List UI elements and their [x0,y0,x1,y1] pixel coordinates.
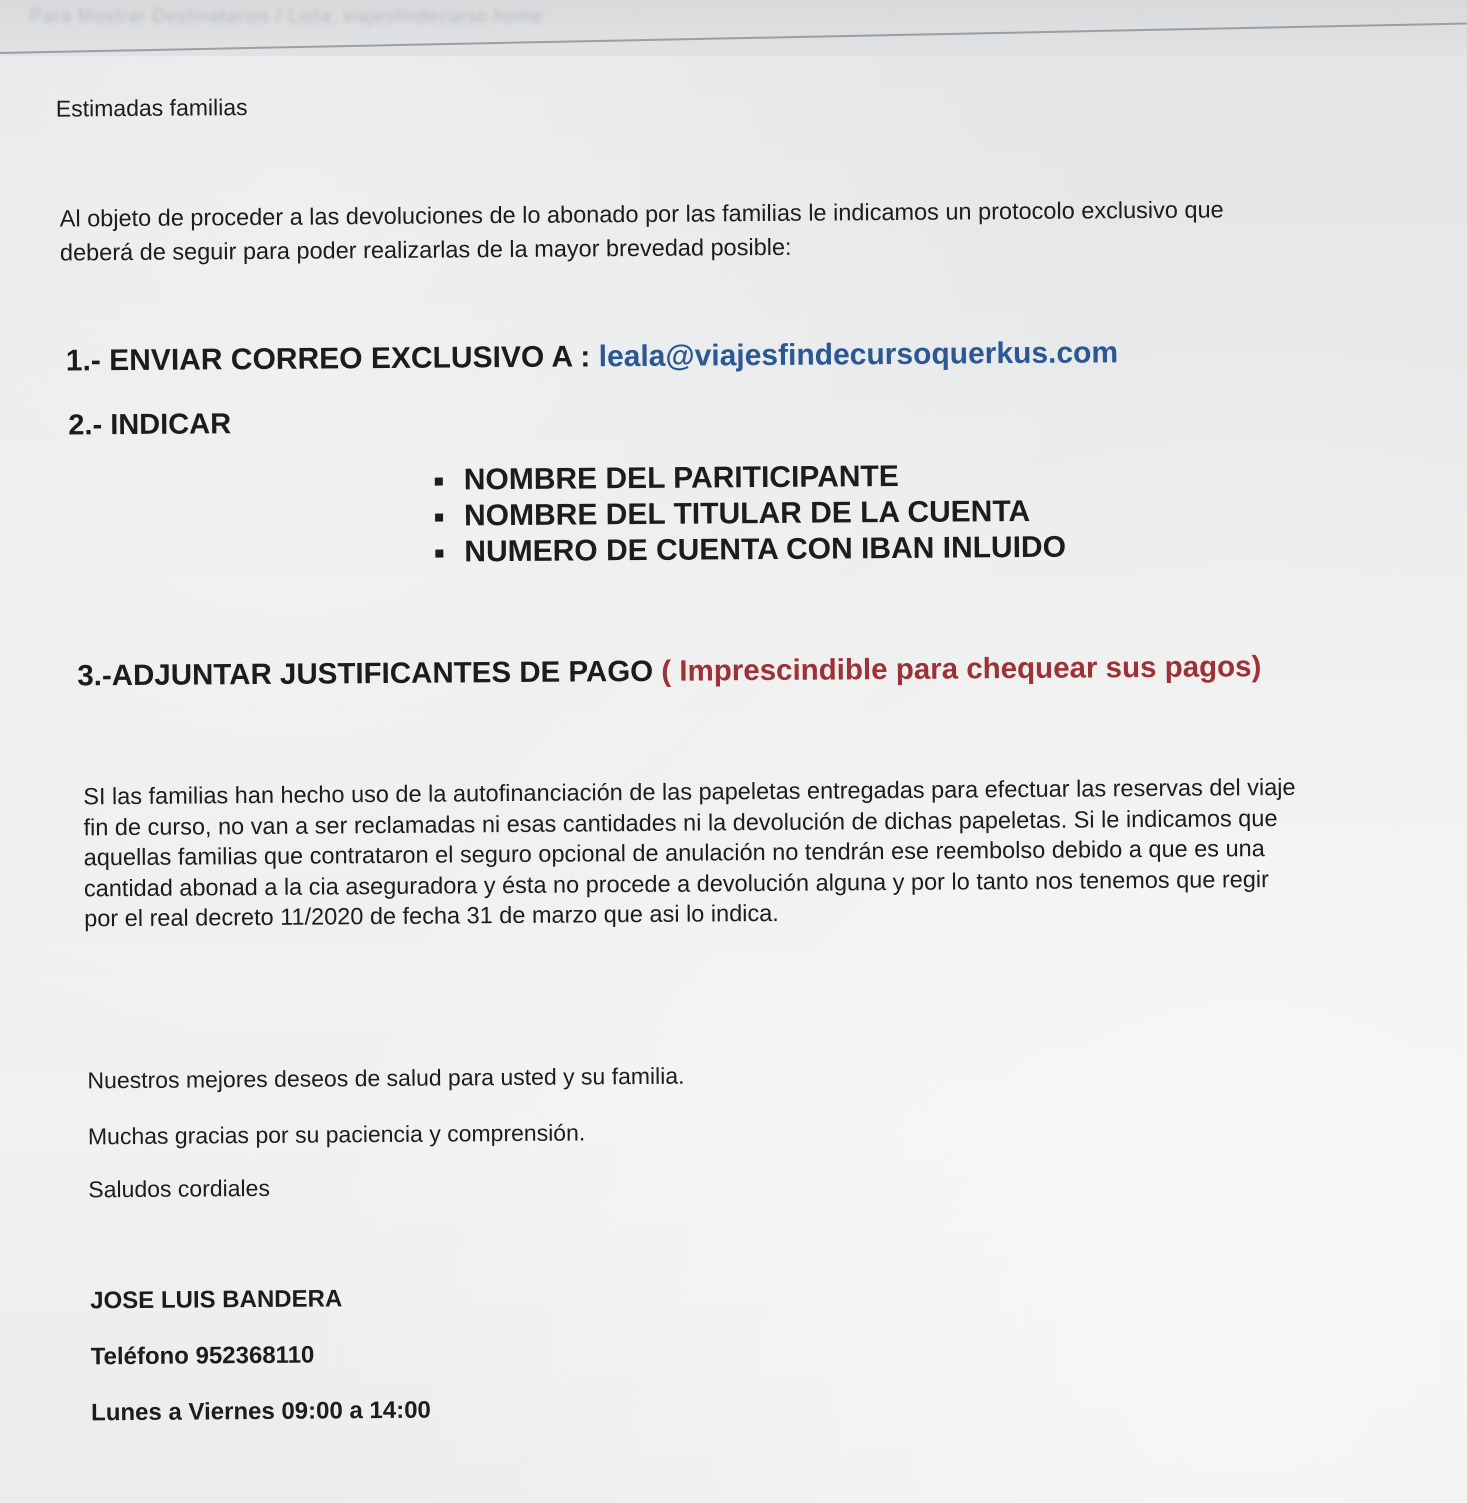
list-item-text: NUMERO DE CUENTA CON IBAN INLUIDO [464,530,1067,569]
intro-paragraph [60,192,1224,269]
step-3-label: 3.-ADJUNTAR JUSTIFICANTES DE PAGO [77,654,662,693]
closing-regards: Saludos cordiales [88,1174,271,1203]
paragraph-line: cantidad abonad a la cia aseguradora y ésta no procede a devolución alguna y por lo tanto nos tenemos que regir [83,865,1269,901]
square-bullet-icon [435,478,443,486]
list-item [432,530,1066,571]
paragraph-line: aquellas familias que contrataron el seguro opcional de anulación no tendrán ese reembolso debido a que es una [83,835,1265,871]
greeting: Estimadas familias [55,94,248,122]
intro-line: deberá de seguir para poder realizarlas de la mayor brevedad posible: [59,233,792,266]
list-item [432,494,1066,535]
square-bullet-icon [435,514,443,522]
signature-hours: Lunes a Viernes 09:00 a 14:00 [90,1396,431,1427]
paragraph-line: por el real decreto 11/2020 de fecha 31 de marzo que asi lo indica. [84,899,779,932]
paragraph-line: SI las familias han hecho uso de la autofinanciación de las papeletas entregadas para efectuar las reservas del viaje [83,773,1296,810]
paragraph-line: fin de curso, no van a ser reclamadas ni esas cantidades ni la devolución de dichas papeletas. Si le indicamos que [83,804,1278,840]
list-item-text: NOMBRE DEL TITULAR DE LA CUENTA [463,494,1031,533]
contact-email-link[interactable]: leala@viajesfindecursoquerkus.com [598,336,1119,374]
signature-phone: Teléfono 952368110 [90,1341,315,1371]
refund-conditions-paragraph [83,772,1296,934]
step-1 [66,336,1119,378]
square-bullet-icon [435,550,443,558]
closing-wish: Nuestros mejores deseos de salud para usted y su familia. [87,1062,685,1094]
step-1-label: 1.- ENVIAR CORREO EXCLUSIVO A : [65,340,599,378]
step-2-label: 2.- INDICAR [68,408,232,442]
list-item [432,458,1066,499]
signature-name: JOSE LUIS BANDERA [90,1285,343,1315]
blurred-header-text: Para Mostrar Destinatarios / Lista: viajesfindecurso.home [30,6,544,26]
list-item-text: NOMBRE DEL PARITICIPANTE [463,459,899,497]
closing-thanks: Muchas gracias por su paciencia y comprensión. [87,1119,586,1150]
intro-line: Al objeto de proceder a las devoluciones de lo abonado por las familias le indicamos un protocolo exclusivo que [59,196,1224,232]
step-3 [77,650,1261,693]
step-3-note: ( Imprescindible para chequear sus pagos) [661,650,1262,688]
required-info-list [432,458,1066,571]
